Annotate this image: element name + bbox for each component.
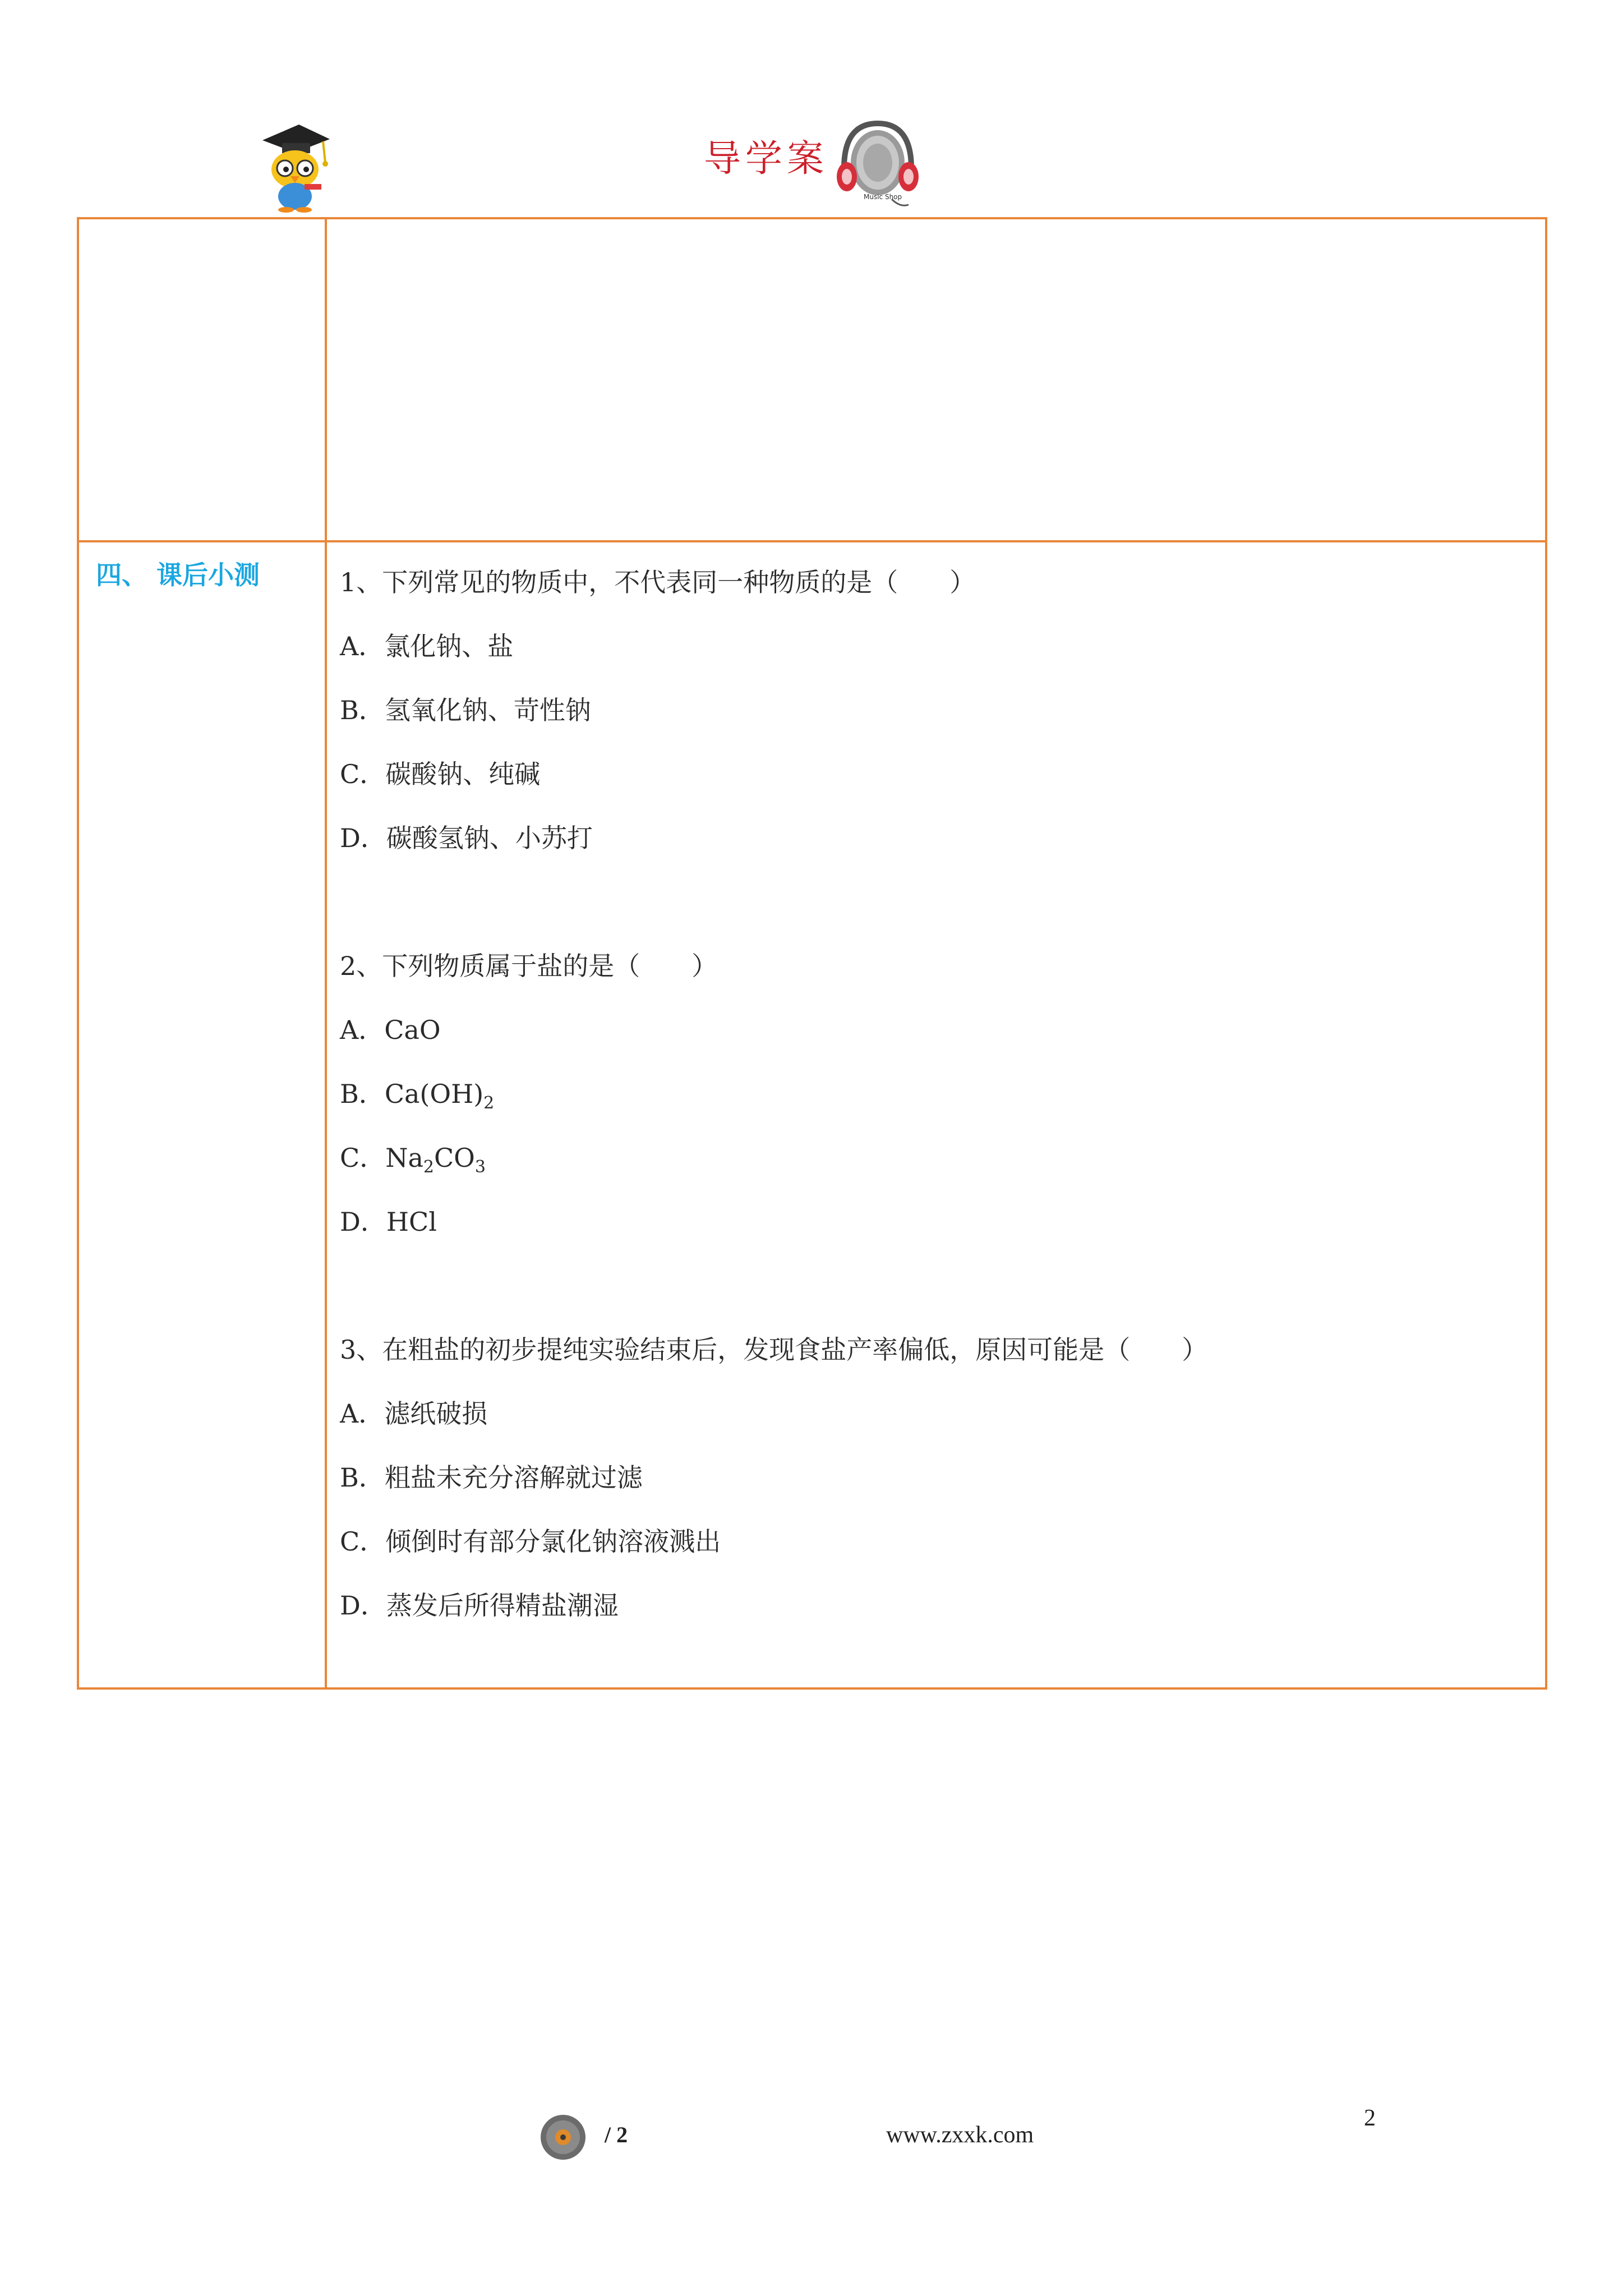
- option-text: Ca(OH): [384, 1079, 484, 1109]
- option-text: 碳酸钠、纯碱: [385, 759, 541, 789]
- option-line: [340, 806, 1518, 870]
- subscript: 2: [483, 1093, 495, 1113]
- option-prefix: A．: [340, 1015, 385, 1045]
- column-divider: [325, 219, 327, 1687]
- music-shop-text: Music Shop: [864, 193, 902, 201]
- option-text: CaO: [384, 1015, 441, 1045]
- option-text: 碳酸氢钠、小苏打: [386, 823, 593, 853]
- option-text: 氢氧化钠、苛性钠: [384, 695, 591, 725]
- option-line: [340, 614, 1518, 678]
- site-url: www.zxxk.com: [886, 2122, 1034, 2148]
- spacer: [340, 870, 1518, 934]
- option-prefix: A．: [340, 1398, 385, 1429]
- option-line: [340, 1382, 1518, 1446]
- option-prefix: D．: [340, 1590, 386, 1621]
- option-text: 氯化钠、盐: [384, 631, 514, 661]
- option-prefix: C．: [340, 1143, 386, 1173]
- option-text: HCl: [386, 1207, 437, 1237]
- option-line: [340, 742, 1518, 806]
- option-text: Na: [385, 1143, 423, 1173]
- content-table: [77, 217, 1547, 1690]
- page-count: / 2: [605, 2122, 628, 2147]
- row-divider: [79, 540, 1545, 542]
- option-prefix: C．: [340, 1526, 386, 1557]
- option-text: 蒸发后所得精盐潮湿: [386, 1590, 619, 1621]
- subscript: 2: [423, 1157, 434, 1177]
- option-line: [340, 1510, 1518, 1573]
- section-label: 四、 课后小测: [96, 560, 260, 590]
- graduate-mascot-icon: [251, 118, 335, 213]
- option-prefix: C．: [340, 759, 386, 789]
- option-prefix: D．: [340, 1207, 386, 1237]
- question-stem: 3、在粗盐的初步提纯实验结束后，发现食盐产率偏低，原因可能是（ ）: [340, 1335, 1208, 1365]
- option-line: [340, 1573, 1518, 1637]
- page-number: 2: [1364, 2105, 1376, 2131]
- option-prefix: B．: [340, 1462, 385, 1493]
- option-text: 粗盐未充分溶解就过滤: [384, 1462, 643, 1493]
- option-text: 滤纸破损: [384, 1398, 488, 1429]
- question-list: [340, 550, 1518, 1637]
- question-stem: 2、下列物质属于盐的是（ ）: [340, 951, 718, 981]
- spacer: [340, 1254, 1518, 1318]
- question-stem: 1、下列常见的物质中，不代表同一种物质的是（ ）: [340, 567, 976, 597]
- headphones-logo-icon: [830, 115, 925, 213]
- option-prefix: A．: [340, 631, 385, 661]
- option-text: 倾倒时有部分氯化钠溶液溅出: [385, 1526, 721, 1557]
- option-text: CO: [434, 1143, 475, 1173]
- option-line: [340, 998, 1518, 1062]
- option-line: [340, 1126, 1518, 1190]
- disc-icon: [540, 2114, 587, 2161]
- option-line: [340, 678, 1518, 742]
- option-line: [340, 1062, 1518, 1126]
- option-line: [340, 1190, 1518, 1254]
- option-line: [340, 1446, 1518, 1510]
- option-prefix: B．: [340, 695, 385, 725]
- page-title: 导学案: [704, 137, 828, 180]
- option-prefix: D．: [340, 823, 386, 853]
- option-prefix: B．: [340, 1079, 385, 1109]
- subscript: 3: [474, 1157, 486, 1177]
